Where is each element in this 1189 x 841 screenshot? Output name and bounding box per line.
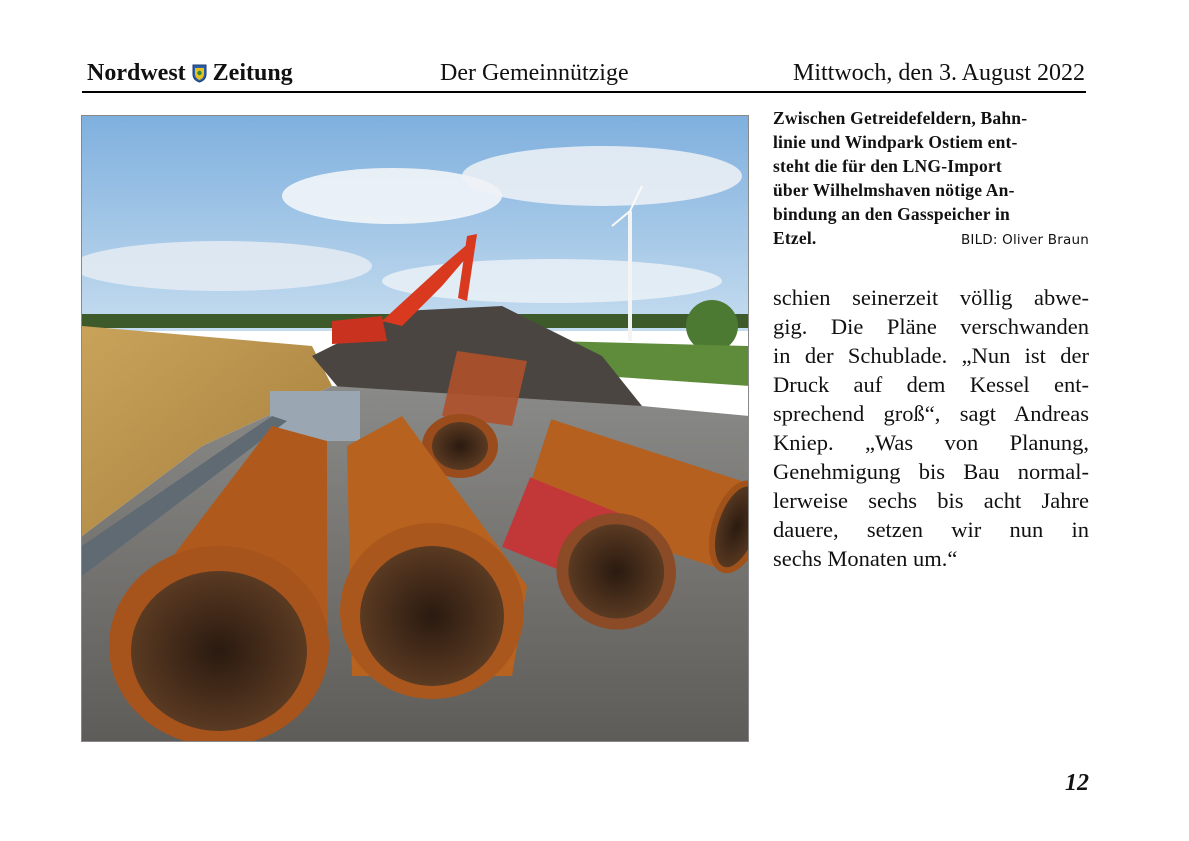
caption-line: bindung an den Gasspeicher in [773,204,1010,224]
photo-caption [773,106,1089,252]
news-photo [81,115,749,742]
body-line: sechs Monaten um.“ [773,546,958,571]
section-title: Der Gemeinnützige [440,60,629,86]
newspaper-name-right: Zeitung [212,60,293,86]
caption-line: steht die für den LNG-Import [773,156,1002,176]
header-rule [82,91,1086,93]
body-line: Druck auf dem Kessel ent- [773,372,1089,397]
coat-of-arms-icon [192,64,207,83]
caption-line: Zwischen Getreidefeldern, Bahn- [773,108,1028,128]
body-line: gig. Die Pläne verschwanden [773,314,1089,339]
newspaper-name [87,58,293,88]
body-line: Genehmigung bis Bau normal- [773,459,1089,484]
body-line: dauere, setzen wir nun in [773,517,1089,542]
body-line: Kniep. „Was von Planung, [773,430,1089,455]
caption-line: linie und Windpark Ostiem ent- [773,132,1018,152]
issue-date: Mittwoch, den 3. August 2022 [793,60,1085,86]
caption-last-line [773,226,1089,252]
article-body [773,283,1089,573]
newspaper-name-left: Nordwest [87,60,186,86]
body-line: schien seinerzeit völlig abwe- [773,285,1089,310]
caption-line: Etzel. [773,228,817,248]
body-line: in der Schublade. „Nun ist der [773,343,1089,368]
caption-line: über Wilhelmshaven nötige An- [773,180,1015,200]
body-line: lerweise sechs bis acht Jahre [773,488,1089,513]
body-line: sprechend groß“, sagt Andreas [773,401,1089,426]
page-number: 12 [1065,770,1089,796]
photo-credit: BILD: Oliver Braun [960,232,1089,248]
